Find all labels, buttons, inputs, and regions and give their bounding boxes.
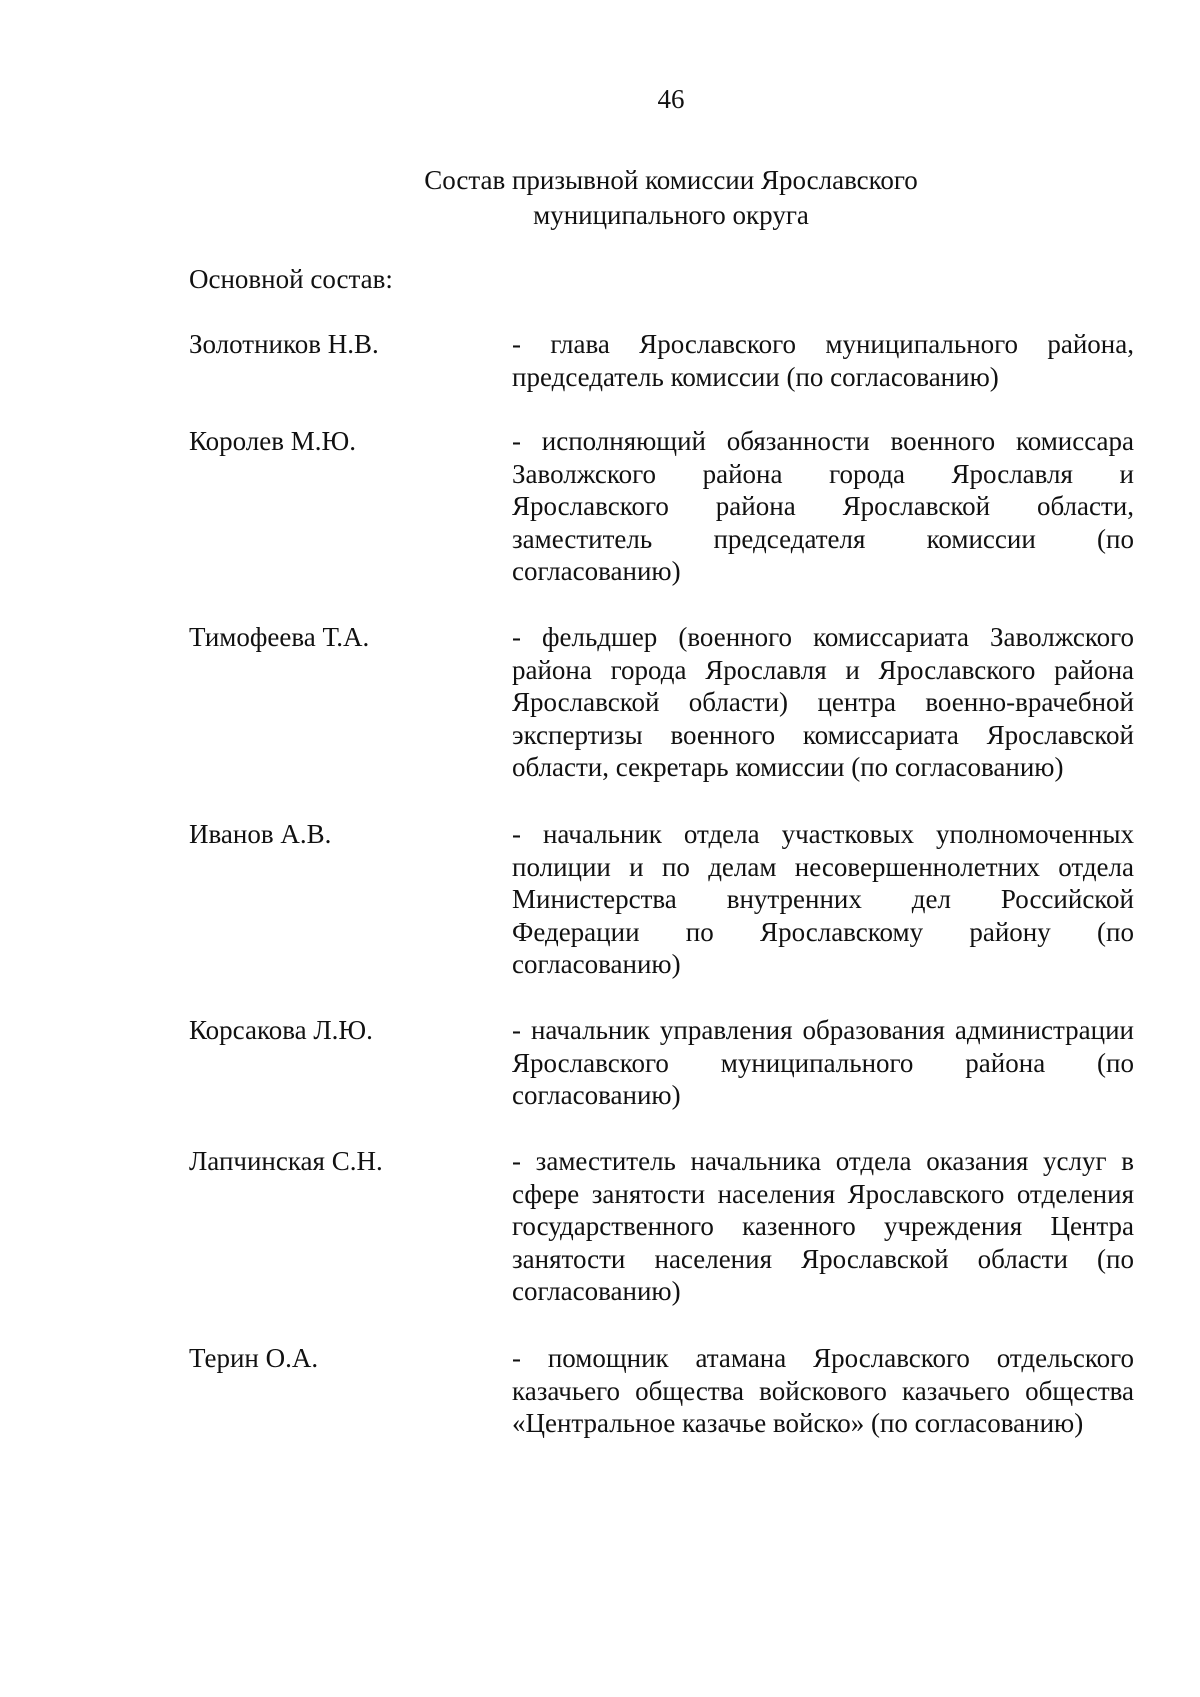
member-name: Тимофеева Т.А.: [189, 622, 370, 652]
member-role: - исполняющий обязанности военного комиссара Заволжского района города Ярославля и Ярославского района Ярославской области, заместитель председателя комиссии (по согласованию): [512, 426, 1134, 587]
member-role: - фельдшер (военного комиссариата Заволжского района города Ярославля и Ярославского района Ярославской области) центра военно-врачебной экспертизы военного комиссариата Ярославской области, секретарь комиссии (по согласованию): [512, 622, 1134, 783]
page-number: 46: [657, 84, 685, 114]
member-role: - заместитель начальника отдела оказания услуг в сфере занятости населения Ярославского отделения государственного казенного учреждения Центра занятости населения Ярославской области (по согласованию): [512, 1146, 1134, 1307]
member-role: - помощник атамана Ярославского отдельского казачьего общества войскового казачьего общества «Центральное казачье войско» (по согласованию): [512, 1343, 1134, 1439]
member-name: Терин О.А.: [189, 1343, 319, 1373]
document-title-line-1: Состав призывной комиссии Ярославского: [424, 165, 918, 195]
member-name: Лапчинская С.Н.: [189, 1146, 383, 1176]
member-role: - глава Ярославского муниципального района, председатель комиссии (по согласованию): [512, 329, 1134, 392]
member-name: Королев М.Ю.: [189, 426, 357, 456]
member-role: - начальник отдела участковых уполномоченных полиции и по делам несовершеннолетних отдела Министерства внутренних дел Российской Федерации по Ярославскому району (по согласованию): [512, 819, 1134, 980]
member-role: - начальник управления образования администрации Ярославского муниципального района (по согласованию): [512, 1015, 1134, 1111]
member-name: Корсакова Л.Ю.: [189, 1015, 373, 1045]
section-heading: Основной состав:: [189, 264, 393, 294]
document-title: [0, 163, 1200, 233]
document-title-line-2: муниципального округа: [533, 200, 809, 230]
member-name: Золотников Н.В.: [189, 329, 379, 359]
member-name: Иванов А.В.: [189, 819, 332, 849]
